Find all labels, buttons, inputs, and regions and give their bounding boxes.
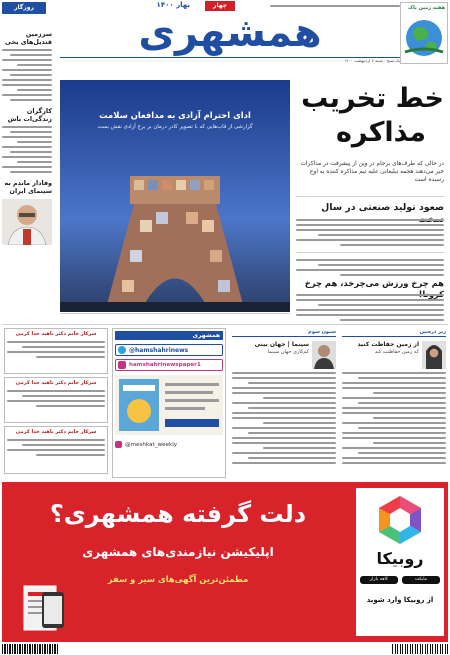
story3-body: [296, 291, 444, 324]
ad-card-2[interactable]: [4, 377, 108, 423]
barcode-right: [392, 644, 448, 654]
hero-photo[interactable]: [60, 80, 290, 312]
sidebar-item-3-title[interactable]: وفادار ماندم به سینمای ایران: [4, 179, 52, 195]
ad-card-heading: سرکار خانم دکتر ناهید خدا کرمی: [15, 331, 97, 337]
story2-body: [296, 216, 444, 249]
ad-card-1[interactable]: [4, 328, 108, 374]
bottom-ad-headline: دلت گرفته همشهری؟: [49, 500, 307, 528]
social-row-instagram[interactable]: [115, 359, 223, 371]
meshkat-handle: @meshkat_weekly: [125, 441, 178, 448]
sidebar-item-2-title[interactable]: کارگران زندگی‌ات باش: [7, 107, 52, 123]
social-row-meshkat[interactable]: [115, 439, 223, 450]
column-mid-title[interactable]: سینما | جهان بینی: [254, 341, 309, 348]
social-handle: @hamshahrinews: [129, 346, 189, 354]
author-photo: [422, 341, 446, 369]
divider: [296, 196, 444, 197]
store-badge-myket[interactable]: مایکت: [402, 576, 440, 584]
column-mid-body: [232, 372, 336, 464]
app-mockup-image: [22, 582, 68, 632]
section-rule: [2, 324, 448, 325]
magazine-cover-image: [115, 375, 223, 435]
column-right-header: زیر ذره‌بین: [342, 328, 446, 337]
instagram-icon: [118, 361, 126, 369]
rubika-logo-icon: [375, 494, 425, 546]
author-photo: [312, 341, 336, 369]
headline-lead: در حالی که طرف‌های برجام در وین از پیشرفت در مذاکرات خبر می‌دهند هجمه تبلیغاتی علیه تیم مذاکره کننده به اوج رسیده است: [300, 161, 444, 183]
hero-photo-caption: گزارشی از قاب‌هایی که با تصویر کادر درمان بر برج آزادی نقش بست: [97, 124, 253, 130]
story3-title[interactable]: هم چرخ ورزش می‌چرخد، هم چرخ: [304, 278, 444, 288]
ads-left-column: [4, 328, 108, 478]
instagram-icon: [115, 441, 122, 448]
portrait-image: [2, 199, 52, 245]
sidebar-item-2-body: [2, 126, 52, 173]
sidebar-item-1-body: [2, 49, 52, 101]
telegram-icon: [118, 346, 126, 354]
sidebar-item-1-title[interactable]: سرزمین قندیل‌های یخی: [5, 30, 52, 46]
masthead-top-note: [270, 2, 400, 10]
social-handle: hamshahrinewspaper1: [129, 362, 201, 368]
rubika-footer: از روبیکا وارد شوید: [366, 596, 434, 604]
rubika-panel[interactable]: [356, 488, 444, 636]
ad-card-heading: سرکار خانم دکتر ناهید خدا کرمی: [15, 380, 97, 386]
bottom-ad-tagline: مطمئن‌ترین آگهی‌های سیر و سفر: [107, 574, 249, 584]
social-column: [112, 328, 226, 478]
ad-card-heading: سرکار خانم دکتر ناهید خدا کرمی: [15, 429, 97, 435]
headline-line1[interactable]: خط تخریب: [301, 83, 444, 114]
column-right-subtitle: که زمین حفاظتت کند: [374, 349, 419, 355]
column-mid: [232, 328, 336, 478]
hero-bottom-rule: [60, 313, 290, 314]
story2-more: [296, 256, 444, 279]
headline-line2[interactable]: مذاکره: [335, 117, 426, 148]
bottom-ad-subline: اپلیکیشن نیازمندی‌های همشهری: [82, 545, 274, 559]
sidebar-badge: روزگار: [2, 2, 46, 14]
earth-icon: [401, 16, 447, 60]
edition-badge: چهار: [205, 1, 235, 11]
column-right-body: [342, 372, 446, 464]
column-right-head: [342, 341, 446, 369]
corner-promo[interactable]: [400, 2, 448, 64]
masthead-dateline: یک صبح · شنبه ۴ اردیبهشت ۱۴۰۰: [60, 57, 400, 62]
bottom-ad[interactable]: [2, 482, 448, 642]
store-badges: [356, 576, 444, 584]
rubika-brand: روبیکا: [376, 549, 424, 568]
column-mid-header: ستون سوم: [232, 328, 336, 337]
social-header: همشهری: [115, 331, 223, 340]
column-right-title[interactable]: از زمین حفاظت کنید: [357, 341, 419, 348]
column-right: [342, 328, 446, 478]
hero-photo-title: ادای احترام آزادی به مدافعان سلامت: [99, 110, 251, 120]
story2-title[interactable]: صعود تولید صنعتی در سال: [321, 202, 444, 213]
masthead: [60, 0, 400, 62]
masthead-logo: همشهری: [138, 10, 322, 56]
left-sidebar: [2, 2, 52, 320]
barcode-left: [2, 644, 58, 654]
ad-card-3[interactable]: [4, 426, 108, 474]
store-badge-bazaar[interactable]: کافه بازار: [360, 576, 398, 584]
column-mid-subtitle: کم‌کاری جهان سینما: [267, 349, 309, 355]
column-mid-head: [232, 341, 336, 369]
divider: [296, 252, 444, 253]
masthead-year: بهار ۱۴۰۰: [156, 1, 190, 9]
corner-promo-title: هفته زمین پاک: [407, 5, 445, 11]
social-row-telegram[interactable]: [115, 344, 223, 356]
